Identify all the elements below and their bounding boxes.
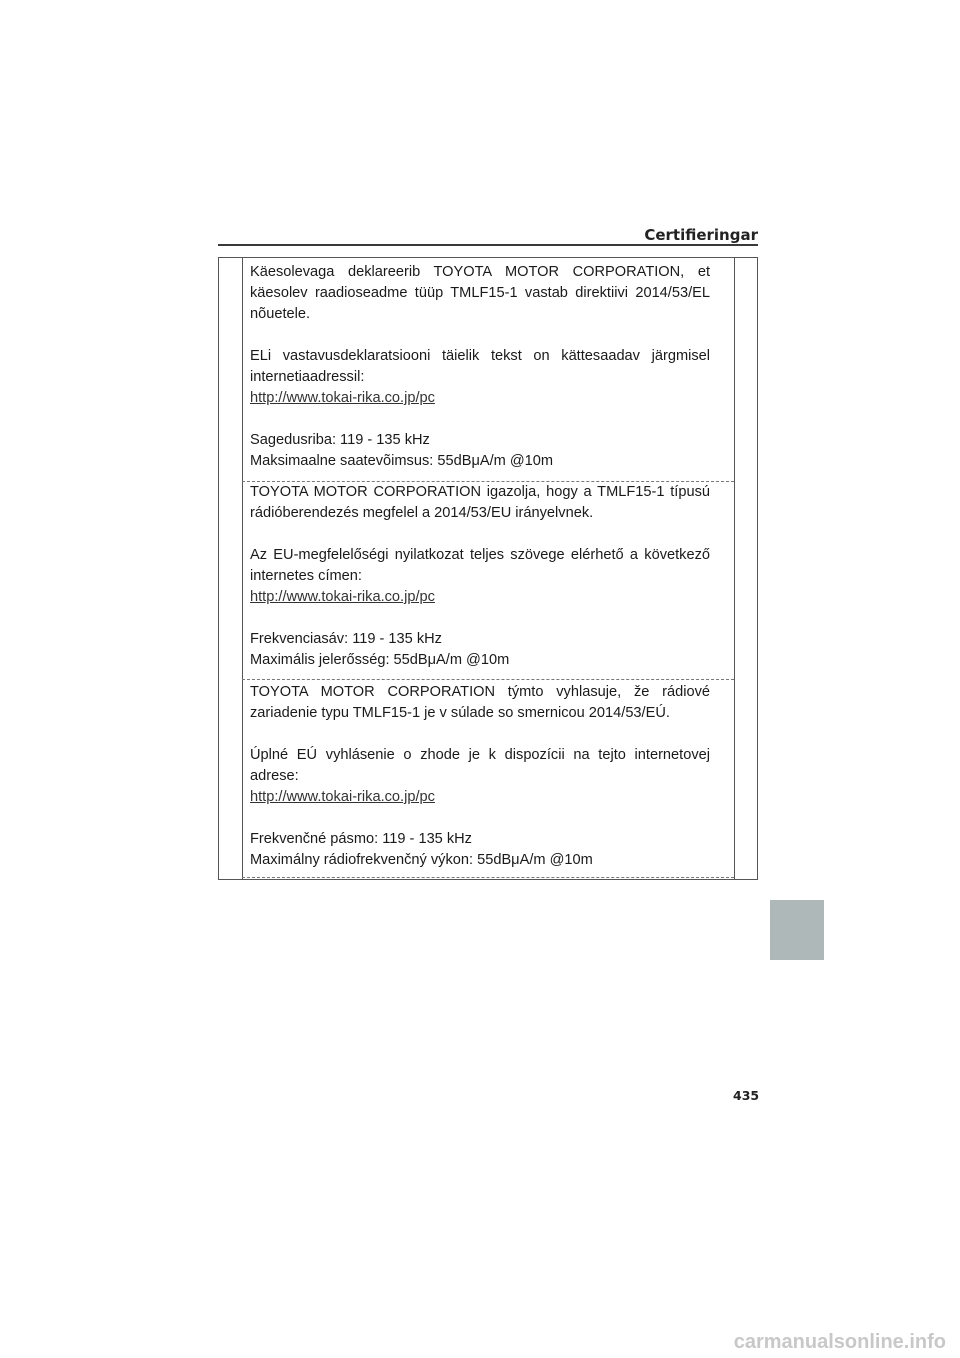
declaration-link[interactable]: http://www.tokai-rika.co.jp/pc	[250, 789, 435, 805]
frequency-band: Sagedusriba: 119 - 135 kHz	[250, 432, 430, 448]
chapter-tab	[770, 900, 824, 960]
frequency-band: Frekvenčné pásmo: 119 - 135 kHz	[250, 831, 472, 847]
page-header-title: Certifieringar	[644, 226, 758, 244]
declaration-text: Käesolevaga deklareerib TOYOTA MOTOR CORPORATION, et käesolev raadioseadme tüüp TMLF15-1 vastab direktiivi 2014/53/EL nõuetele.	[250, 264, 710, 322]
section-separator	[242, 679, 734, 680]
table-left-column-line	[242, 257, 243, 880]
declaration-link[interactable]: http://www.tokai-rika.co.jp/pc	[250, 390, 435, 406]
declaration-link[interactable]: http://www.tokai-rika.co.jp/pc	[250, 589, 435, 605]
declaration-text: TOYOTA MOTOR CORPORATION igazolja, hogy a TMLF15-1 típusú rádióberendezés megfelel a 2014/53/EU irányelvnek.	[250, 484, 710, 521]
section-hungarian	[250, 482, 710, 671]
section-separator	[242, 877, 734, 878]
table-right-column-line	[734, 257, 735, 880]
frequency-band: Frekvenciasáv: 119 - 135 kHz	[250, 631, 442, 647]
max-power: Maximálny rádiofrekvenčný výkon: 55dBμA/m @10m	[250, 852, 593, 868]
page-number: 435	[733, 1088, 760, 1103]
max-power: Maksimaalne saatevõimsus: 55dBμA/m @10m	[250, 453, 554, 469]
declaration-text: TOYOTA MOTOR CORPORATION týmto vyhlasuje, že rádiové zariadenie typu TMLF15-1 je v súlade so smernicou 2014/53/EÚ.	[250, 684, 710, 721]
header-rule	[218, 244, 758, 246]
section-estonian	[250, 262, 710, 472]
max-power: Maximális jelerősség: 55dBμA/m @10m	[250, 652, 510, 668]
section-slovak	[250, 682, 710, 871]
full-text-notice: Az EU-megfelelőségi nyilatkozat teljes szövege elérhető a következő internetes címen:	[250, 547, 710, 584]
watermark-text: carmanualsonline.info	[733, 1331, 946, 1353]
full-text-notice: ELi vastavusdeklaratsiooni täielik tekst on kättesaadav järgmisel internetiaadressil:	[250, 348, 710, 385]
full-text-notice: Úplné EÚ vyhlásenie o zhode je k dispozícii na tejto internetovej adrese:	[250, 747, 710, 784]
